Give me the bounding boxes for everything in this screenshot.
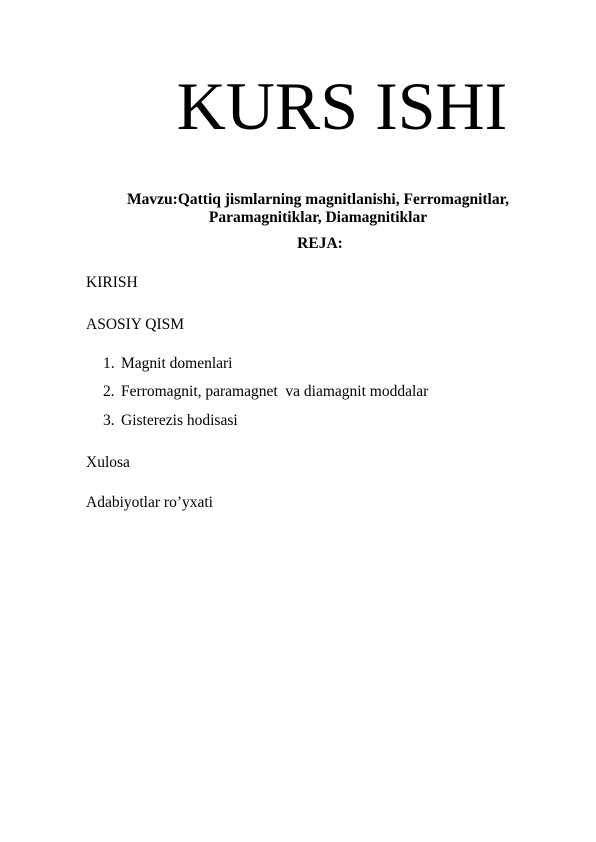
plan-item-main-part: ASOSIY QISM [86,316,185,333]
plan-item-intro: KIRISH [86,274,138,291]
document-title: KURS ISHI [176,68,508,144]
section-item [103,383,428,401]
plan-item-conclusion: Xulosa [86,454,130,471]
plan-item-references: Adabiyotlar ro’yxati [86,494,213,511]
section-number: 1. [103,355,115,372]
section-number: 3. [103,412,115,429]
section-item [103,412,238,430]
document-subject: Mavzu:Qattiq jismlarning magnitlanishi, Ferromagnitlar, Paramagnitiklar, Diamagnitiklar [127,191,509,226]
section-item [103,355,233,373]
plan-heading: REJA: [297,235,343,252]
section-text: Ferromagnit, paramagnet va diamagnit moddalar [121,383,429,400]
section-number: 2. [103,383,115,400]
section-text: Magnit domenlari [121,355,233,372]
section-text: Gisterezis hodisasi [121,412,238,429]
